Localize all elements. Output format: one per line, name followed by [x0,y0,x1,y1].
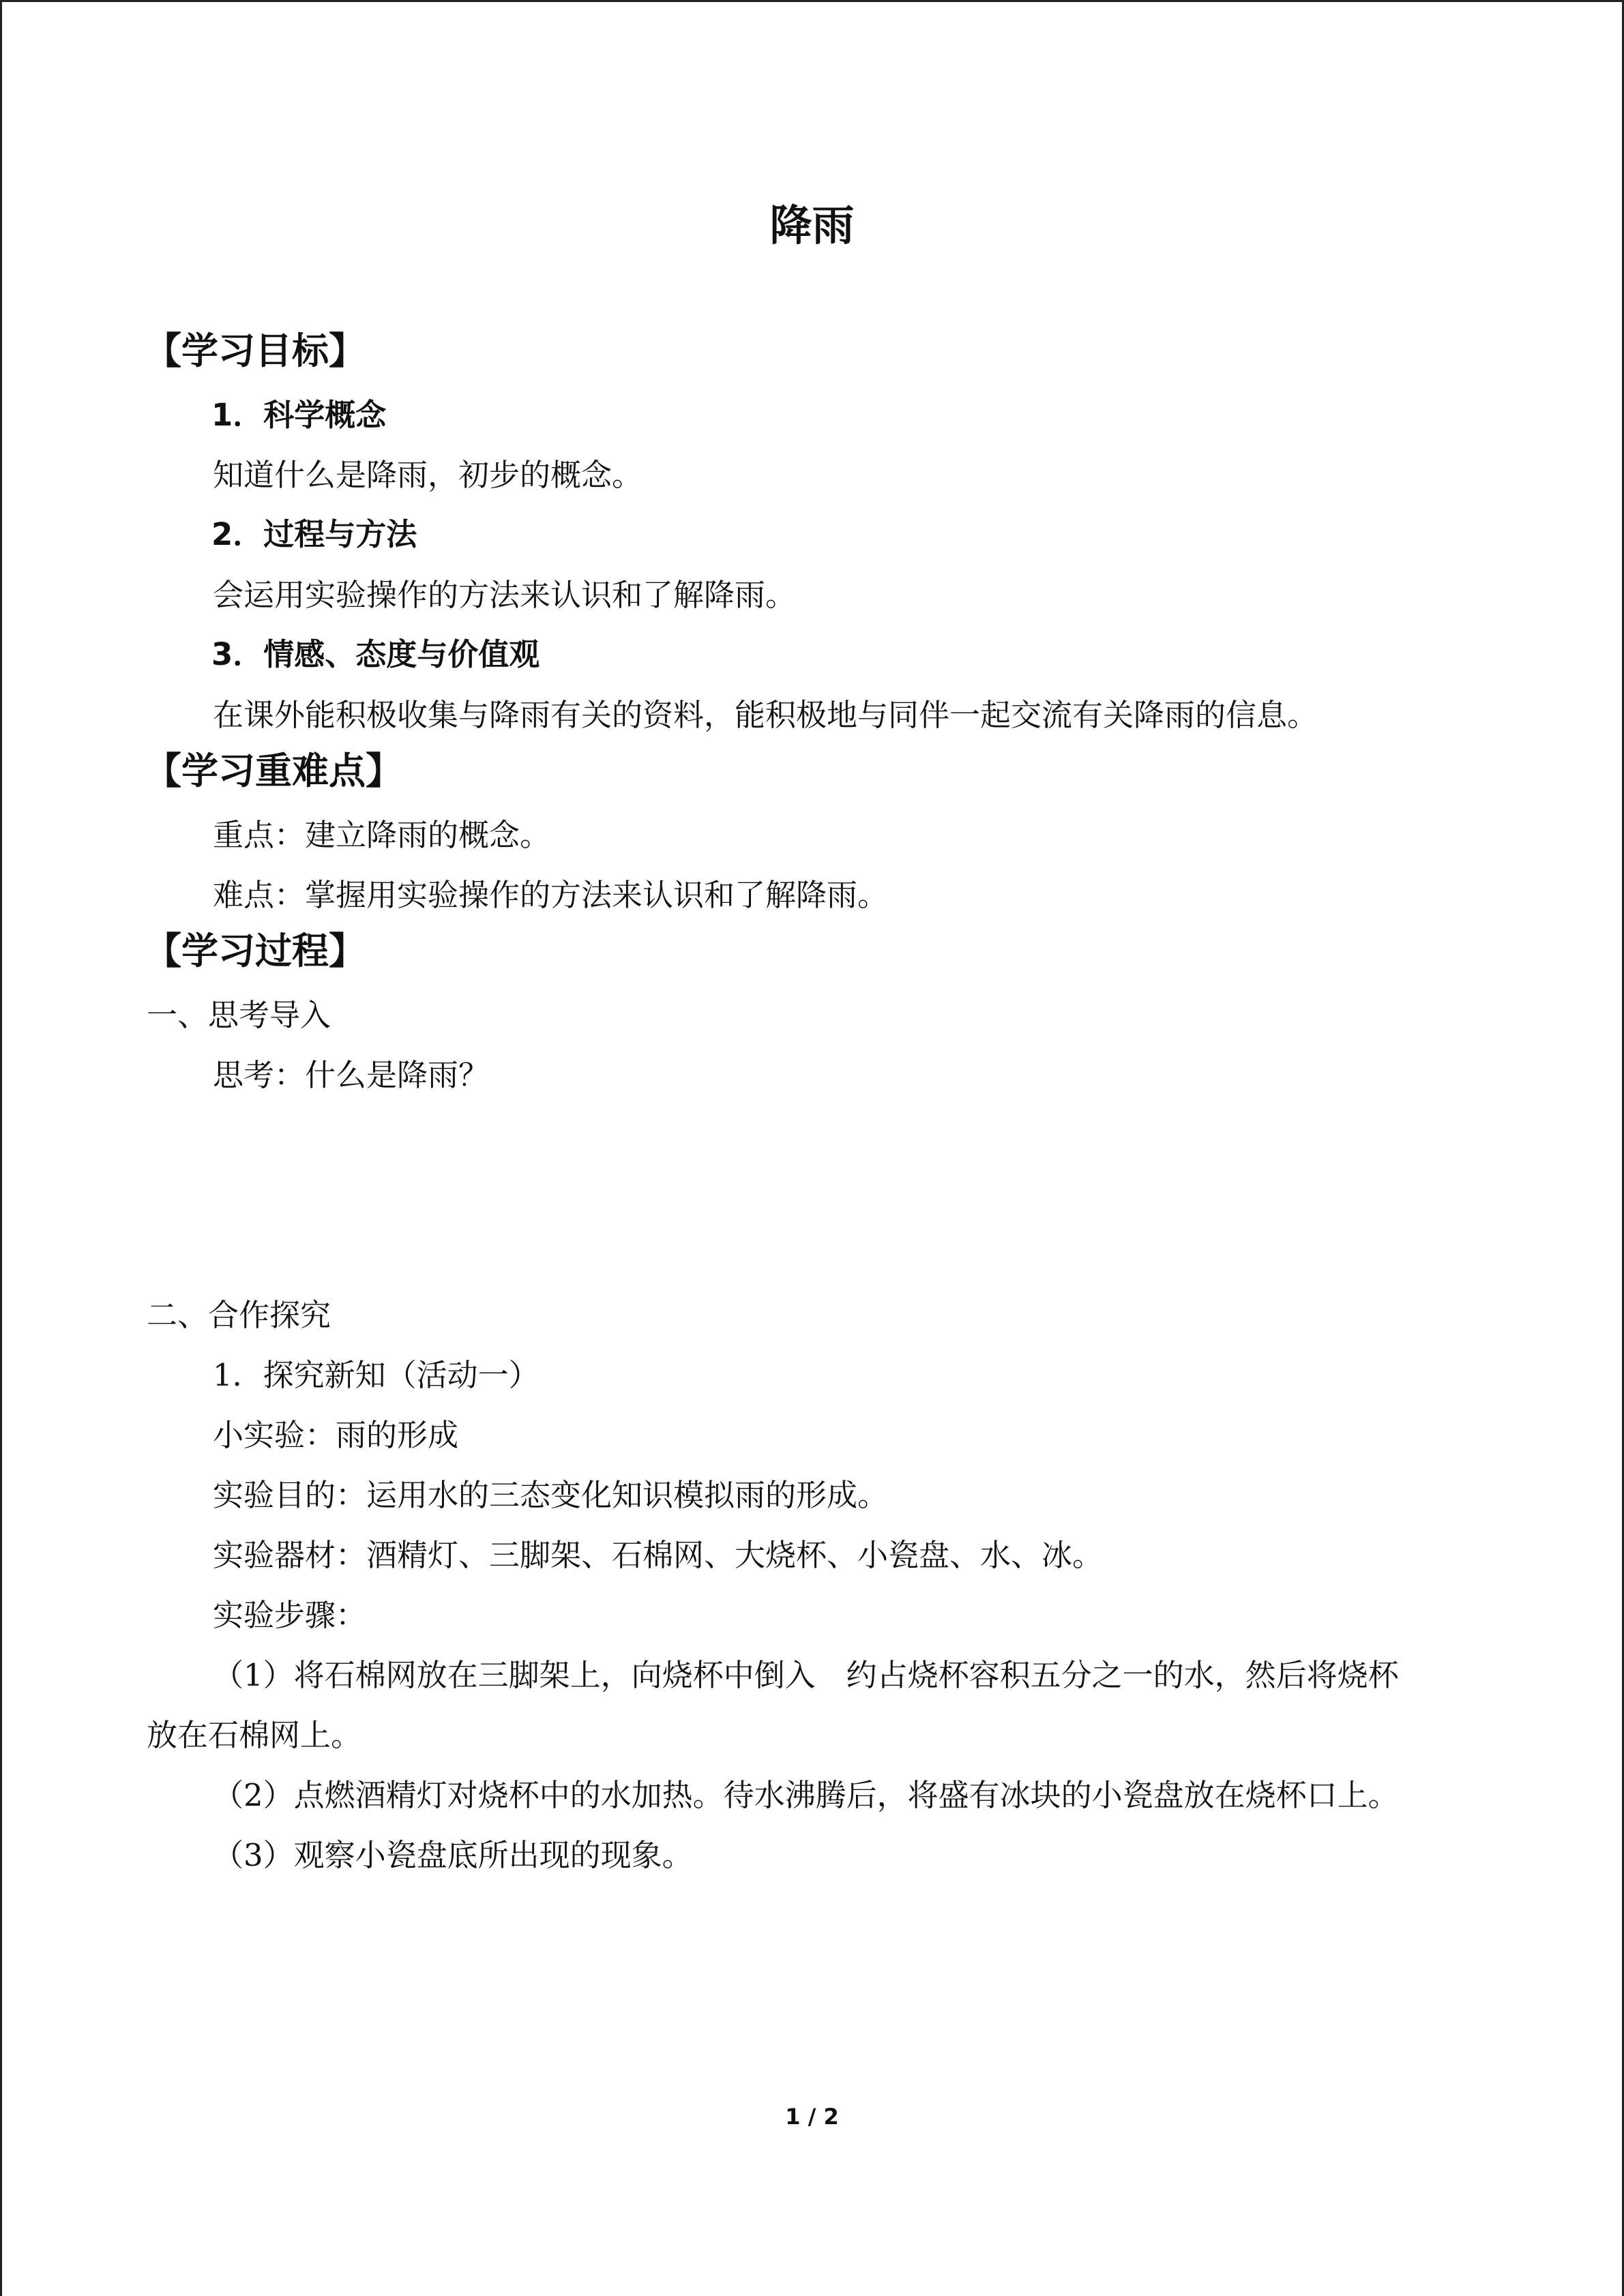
key-points-difficulty: 难点：掌握用实验操作的方法来认识和了解降雨。 [213,877,889,913]
section-1-title: 一、思考导入 [147,997,331,1033]
experiment-steps-label: 实验步骤： [213,1597,367,1633]
page-border-top [0,0,1624,2]
experiment-name: 小实验：雨的形成 [213,1417,459,1453]
process-heading: 【学习过程】 [145,929,366,972]
experiment-purpose: 实验目的：运用水的三态变化知识模拟雨的形成。 [213,1477,889,1513]
activity-title: 1．探究新知（活动一） [213,1357,540,1393]
step-1-line-2: 放在石棉网上。 [147,1717,362,1753]
key-points-focus: 重点：建立降雨的概念。 [213,817,551,853]
objective-2-label: 2．过程与方法 [211,516,417,552]
objective-1-label: 1．科学概念 [211,397,387,433]
objective-3-text: 在课外能积极收集与降雨有关的资料，能积极地与同伴一起交流有关降雨的信息。 [213,697,1318,733]
step-2: （2）点燃酒精灯对烧杯中的水加热。待水沸腾后，将盛有冰块的小瓷盘放在烧杯口上。 [213,1777,1399,1813]
key-points-heading: 【学习重难点】 [145,749,402,792]
section-2-title: 二、合作探究 [147,1297,331,1333]
objective-3-label: 3．情感、态度与价值观 [211,636,540,672]
page-title: 降雨 [769,200,855,250]
page-border-left [0,0,2,2296]
experiment-materials: 实验器材：酒精灯、三脚架、石棉网、大烧杯、小瓷盘、水、冰。 [213,1537,1104,1573]
objective-1-text: 知道什么是降雨，初步的概念。 [213,457,643,493]
page-number: 1 / 2 [785,2104,839,2130]
objectives-heading: 【学习目标】 [145,329,366,372]
section-1-question: 思考：什么是降雨？ [213,1057,490,1093]
step-1-line-1: （1）将石棉网放在三脚架上，向烧杯中倒入 约占烧杯容积五分之一的水，然后将烧杯 [213,1657,1399,1693]
step-3: （3）观察小瓷盘底所出现的现象。 [213,1837,693,1873]
objective-2-text: 会运用实验操作的方法来认识和了解降雨。 [213,577,797,613]
